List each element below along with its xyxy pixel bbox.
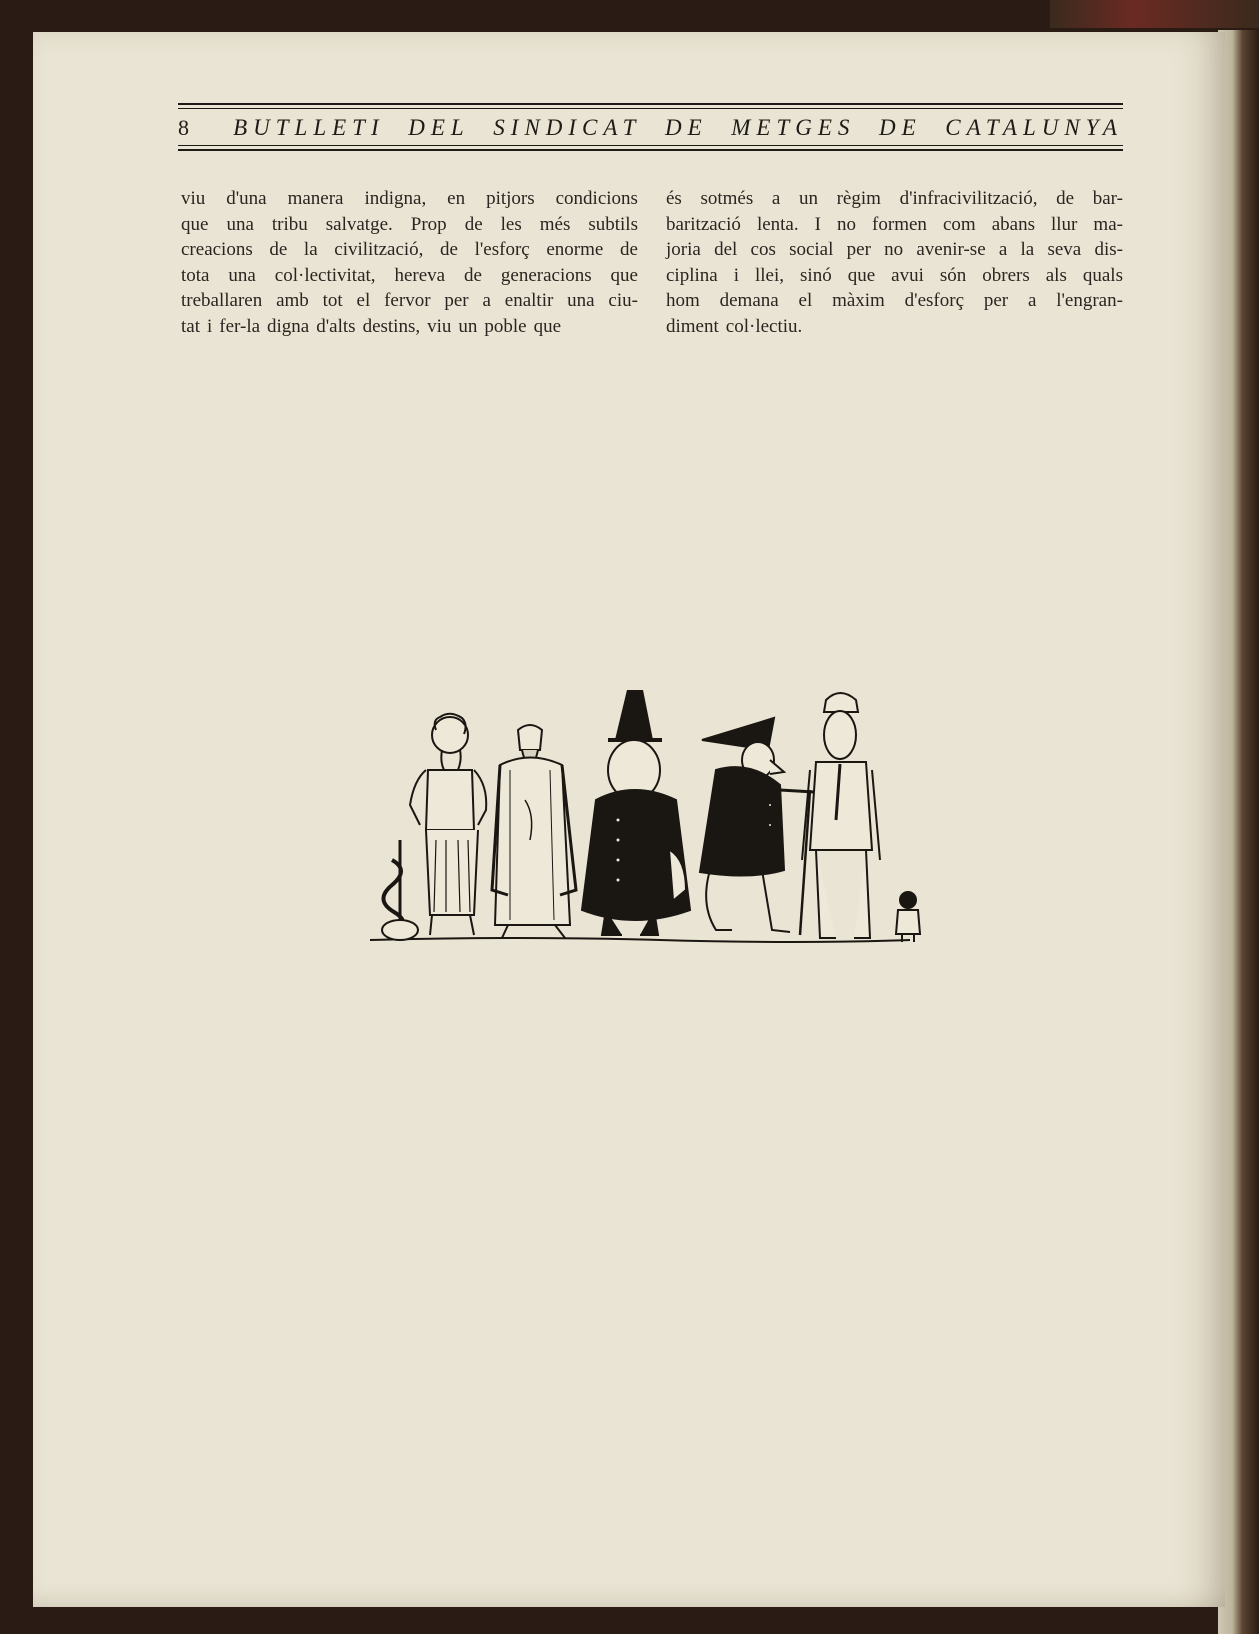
word: de [464,213,483,235]
word: condicions [555,188,638,209]
text-line [666,288,1123,314]
word: per [444,290,469,312]
text-line [181,212,638,238]
word: i [733,264,739,286]
word: obrers [982,264,1030,286]
word: l'engran- [1056,290,1123,312]
word: subtils [588,213,638,235]
word: una [567,290,595,312]
word: és [666,188,682,209]
word: un [798,188,818,209]
word: de [464,264,482,286]
word: cos [750,239,776,261]
word: sotmés [700,188,754,209]
word: d'una [226,188,267,209]
header-word: DE [879,115,922,140]
word: ciu- [608,290,638,312]
word: generacions [500,264,592,286]
header-word: CATALUNYA [945,115,1123,140]
word: de [269,239,288,261]
word: quals [1082,264,1123,286]
word: que [181,213,209,235]
word: ma- [1093,213,1123,235]
text-line [666,212,1123,238]
word: que [533,315,562,337]
word: treballaren [181,290,263,312]
word: d'infracivilització, [899,188,1038,209]
word: a [482,290,491,312]
word: en [447,188,466,209]
header-word: DE [664,115,708,140]
word: d'alts [316,315,356,337]
word: llei, [754,264,785,286]
word: del [714,239,738,261]
word: el [356,290,371,312]
word: amb [276,290,309,312]
word: diment [666,315,719,337]
word: joria [666,239,701,261]
word: hom [666,290,700,312]
text-line [666,263,1123,289]
word: viu [181,188,206,209]
word: enorme [546,239,604,261]
word: no [837,213,857,235]
word: que [610,264,638,286]
small-child-figure [896,892,920,942]
word: la [1020,239,1035,261]
word: avui [891,264,924,286]
text-line [666,186,1123,212]
word: tot [322,290,343,312]
header-bottom-rule [178,145,1123,146]
word: una [228,264,256,286]
word: lenta. [756,213,799,235]
word: dis- [1094,239,1123,261]
word: creacions [181,239,253,261]
word: tat [181,315,200,337]
word: a [1027,290,1037,312]
word: que [847,264,876,286]
word: més [539,213,571,235]
word: Prop [410,213,447,235]
word: bar- [1092,188,1123,209]
word: formen [872,213,927,235]
word: són [939,264,967,286]
word: tota [181,264,210,286]
word: destins, [362,315,421,337]
word: fer-la [219,315,261,337]
word: per [983,290,1009,312]
word: no [884,239,904,261]
text-line [181,314,638,340]
word: hereva [394,264,446,286]
header-top-rule-2 [178,108,1123,109]
header-word: BUTLLETI [233,115,385,140]
word: viu [427,315,452,337]
tricorne-doctor-figure [700,718,814,935]
header-top-rule [178,103,1123,105]
asclepius-figure [382,714,486,940]
word: barització [666,213,741,235]
word: social [789,239,834,261]
word: de [440,239,458,261]
word: indigna, [364,188,427,209]
word: col·lectiu. [725,315,803,337]
word: als [1045,264,1067,286]
word: un [458,315,478,337]
word: tribu [271,213,308,235]
page-number: 8 [178,115,190,140]
word: civilització, [334,239,424,261]
text-line [666,237,1123,263]
text-line [181,186,638,212]
left-text-column [181,186,638,340]
word: màxim [832,290,885,312]
word: d'esforç [904,290,965,312]
word: digna [267,315,310,337]
background-top-strip [1050,0,1259,28]
word: el [798,290,813,312]
word: llur [1051,213,1078,235]
word: la [303,239,318,261]
word: i [207,315,213,337]
word: a [771,188,781,209]
illustration-svg [370,690,950,1000]
word: avenir-se [916,239,986,261]
word: I [814,213,821,235]
word: sinó [800,264,832,286]
word: col·lectivitat, [274,264,376,286]
word: seva [1047,239,1082,261]
word: poble [484,315,527,337]
header-word: DEL [408,115,470,140]
text-line [181,237,638,263]
bearded-scholar-figure [492,725,576,938]
word: ciplina [666,264,718,286]
word: de [1056,188,1075,209]
modern-doctor-figure [802,693,880,938]
word: pitjors [486,188,535,209]
word: salvatge. [325,213,393,235]
word: demana [719,290,779,312]
text-line [181,288,638,314]
text-line [666,314,1123,340]
word: l'esforç [474,239,530,261]
word: a [998,239,1008,261]
word: com [942,213,976,235]
robed-doctor-figure [582,690,690,935]
word: fervor [384,290,431,312]
header-text-line [178,115,1123,141]
word: enaltir [504,290,554,312]
word: per [846,239,871,261]
word: una [226,213,254,235]
header-word: METGES [731,115,856,140]
caricature-illustration [370,690,950,1000]
word: de [619,239,638,261]
header-word: SINDICAT [493,115,642,140]
word: règim [836,188,881,209]
word: les [500,213,522,235]
running-header [178,103,1123,155]
header-bottom-rule-2 [178,149,1123,151]
text-line [181,263,638,289]
word: abans [991,213,1035,235]
word: manera [287,188,344,209]
right-text-column [666,186,1123,340]
